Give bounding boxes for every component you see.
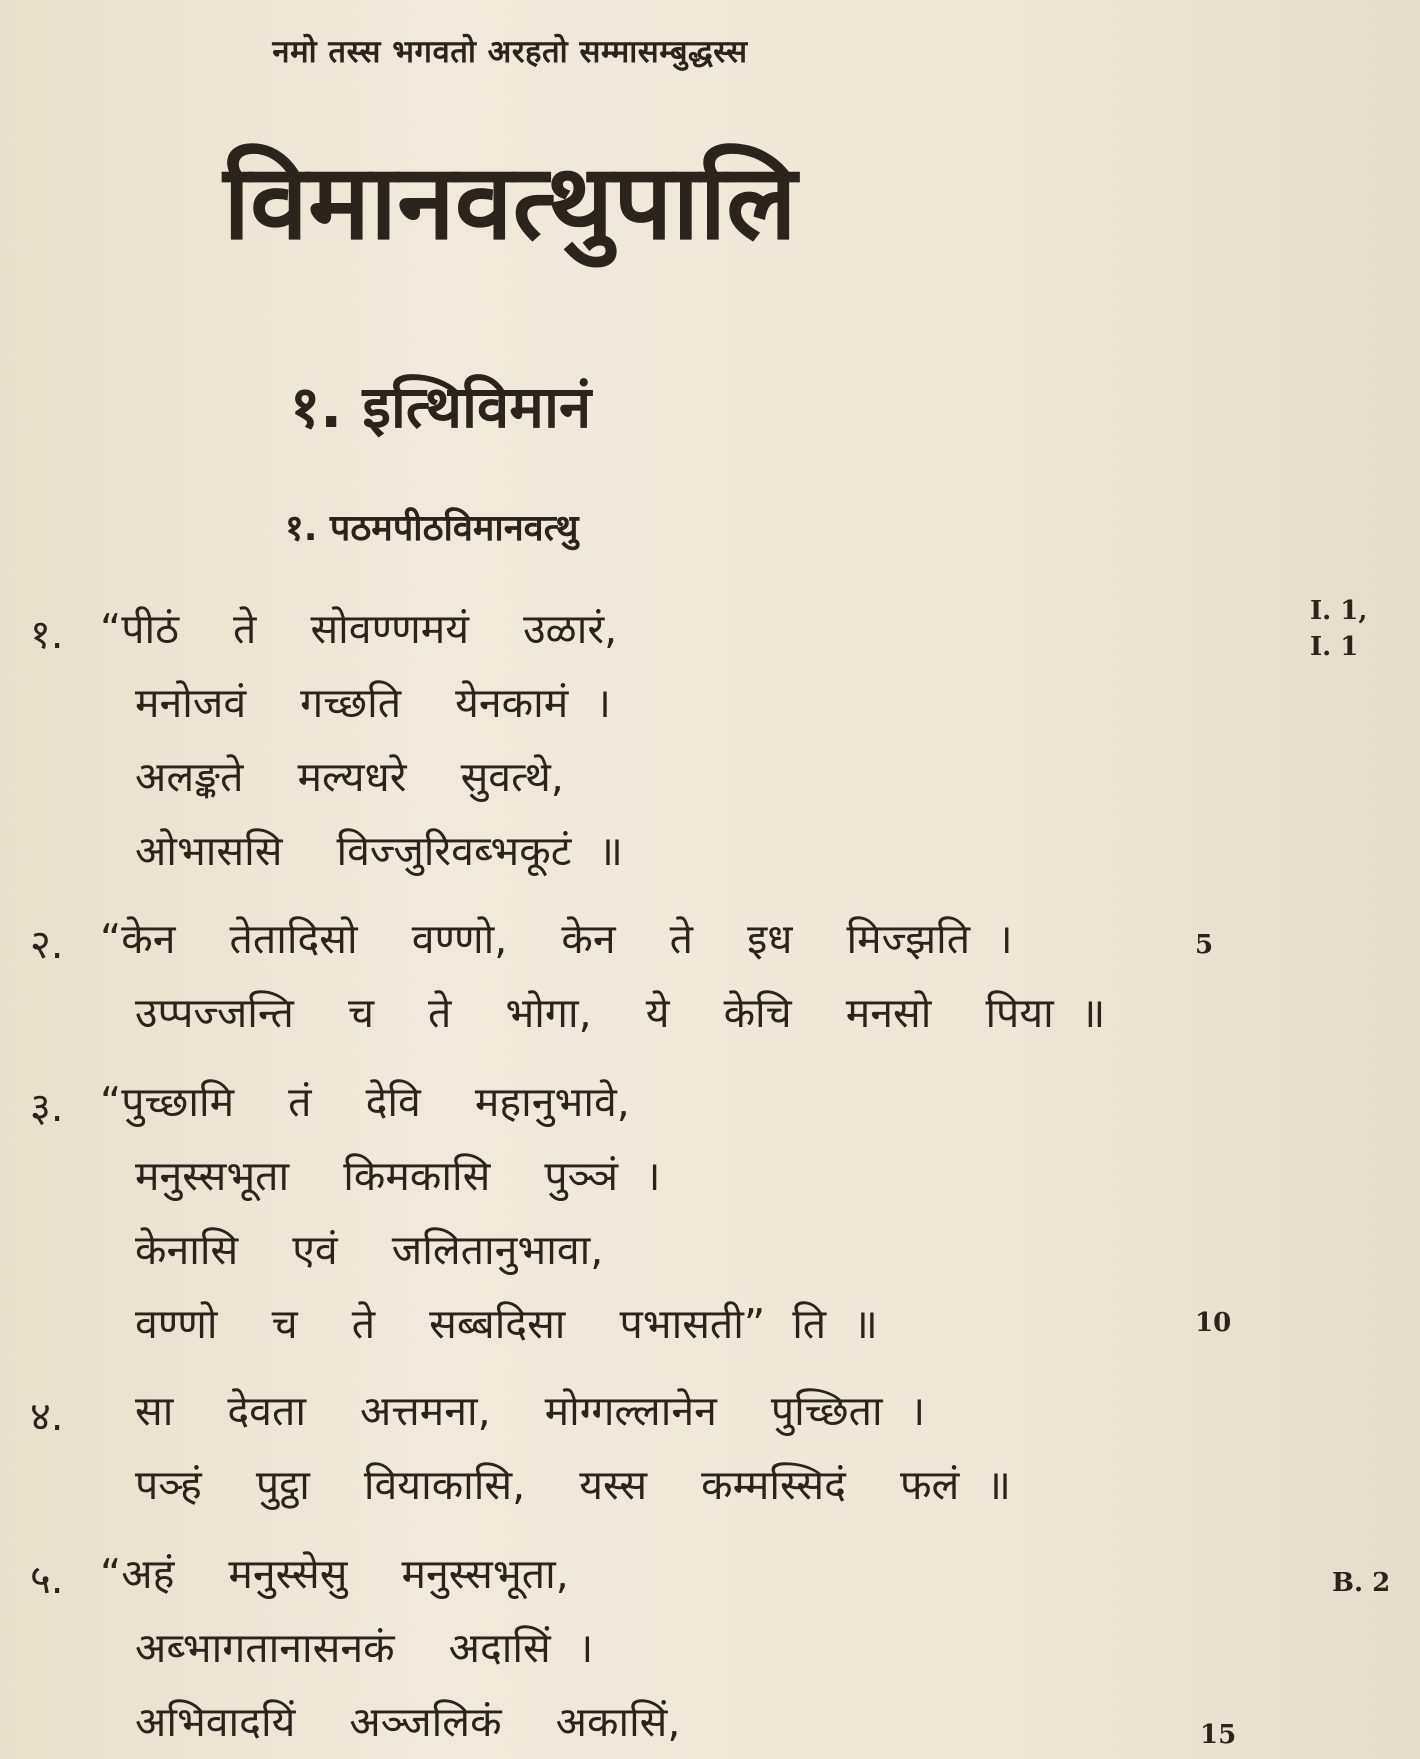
verse-line: अब्भागतानासनकं अदासिं । (135, 1624, 594, 1672)
verse-line: पञ्हं पुट्ठा वियाकासि, यस्स कम्मस्सिदं फलं ॥ (135, 1461, 1011, 1509)
verse-line: मनोजवं गच्छति येनकामं । (135, 679, 611, 727)
verse-number: ५. (30, 1557, 64, 1603)
verse-line: “केन तेतादिसो वण्णो, केन ते इध मिज्झति । (100, 915, 1013, 963)
margin-reference: I. 1, (1310, 596, 1368, 626)
verse-line: ओभाससि विज्जुरिवब्भकूटं ॥ (135, 827, 623, 875)
line-number: 10 (1195, 1308, 1232, 1338)
vatthu-title: १. पठमपीठविमानवत्थु (285, 508, 579, 549)
verse-line: “पीठं ते सोवण्णमयं उळारं, (100, 605, 618, 653)
margin-reference: B. 2 (1332, 1568, 1391, 1598)
book-title: विमानवत्थुपालि (223, 141, 797, 263)
verse-line: वण्णो च ते सब्बदिसा पभासती” ति ॥ (135, 1300, 878, 1348)
verse-line: मनुस्सभूता किमकासि पुञ्ञं । (135, 1152, 661, 1200)
verse-line: अलङ्कते मल्यधरे सुवत्थे, (135, 753, 564, 801)
verse-number: २. (30, 922, 64, 968)
invocation-line: नमो तस्स भगवतो अरहतो सम्मासम्बुद्धस्स (272, 34, 748, 70)
verse-line: “अहं मनुस्सेसु मनुस्सभूता, (100, 1550, 569, 1598)
line-number: 5 (1195, 930, 1214, 960)
verse-line: “पुच्छामि तं देवि महानुभावे, (100, 1078, 630, 1126)
verse-line: अभिवादयिं अञ्जलिकं अकासिं, (135, 1698, 681, 1746)
section-title: १. इत्थिविमानं (290, 373, 592, 441)
margin-reference: I. 1 (1310, 632, 1359, 662)
verse-line: केनासि एवं जलितानुभावा, (135, 1226, 604, 1274)
verse-line: सा देवता अत्तमना, मोग्गल्लानेन पुच्छिता । (135, 1387, 926, 1435)
verse-line: उप्पज्जन्ति च ते भोगा, ये केचि मनसो पिया ॥ (135, 989, 1106, 1037)
verse-number: ४. (30, 1394, 64, 1440)
verse-number: ३. (30, 1085, 64, 1131)
line-number: 15 (1200, 1720, 1237, 1750)
verse-number: १. (30, 612, 64, 658)
